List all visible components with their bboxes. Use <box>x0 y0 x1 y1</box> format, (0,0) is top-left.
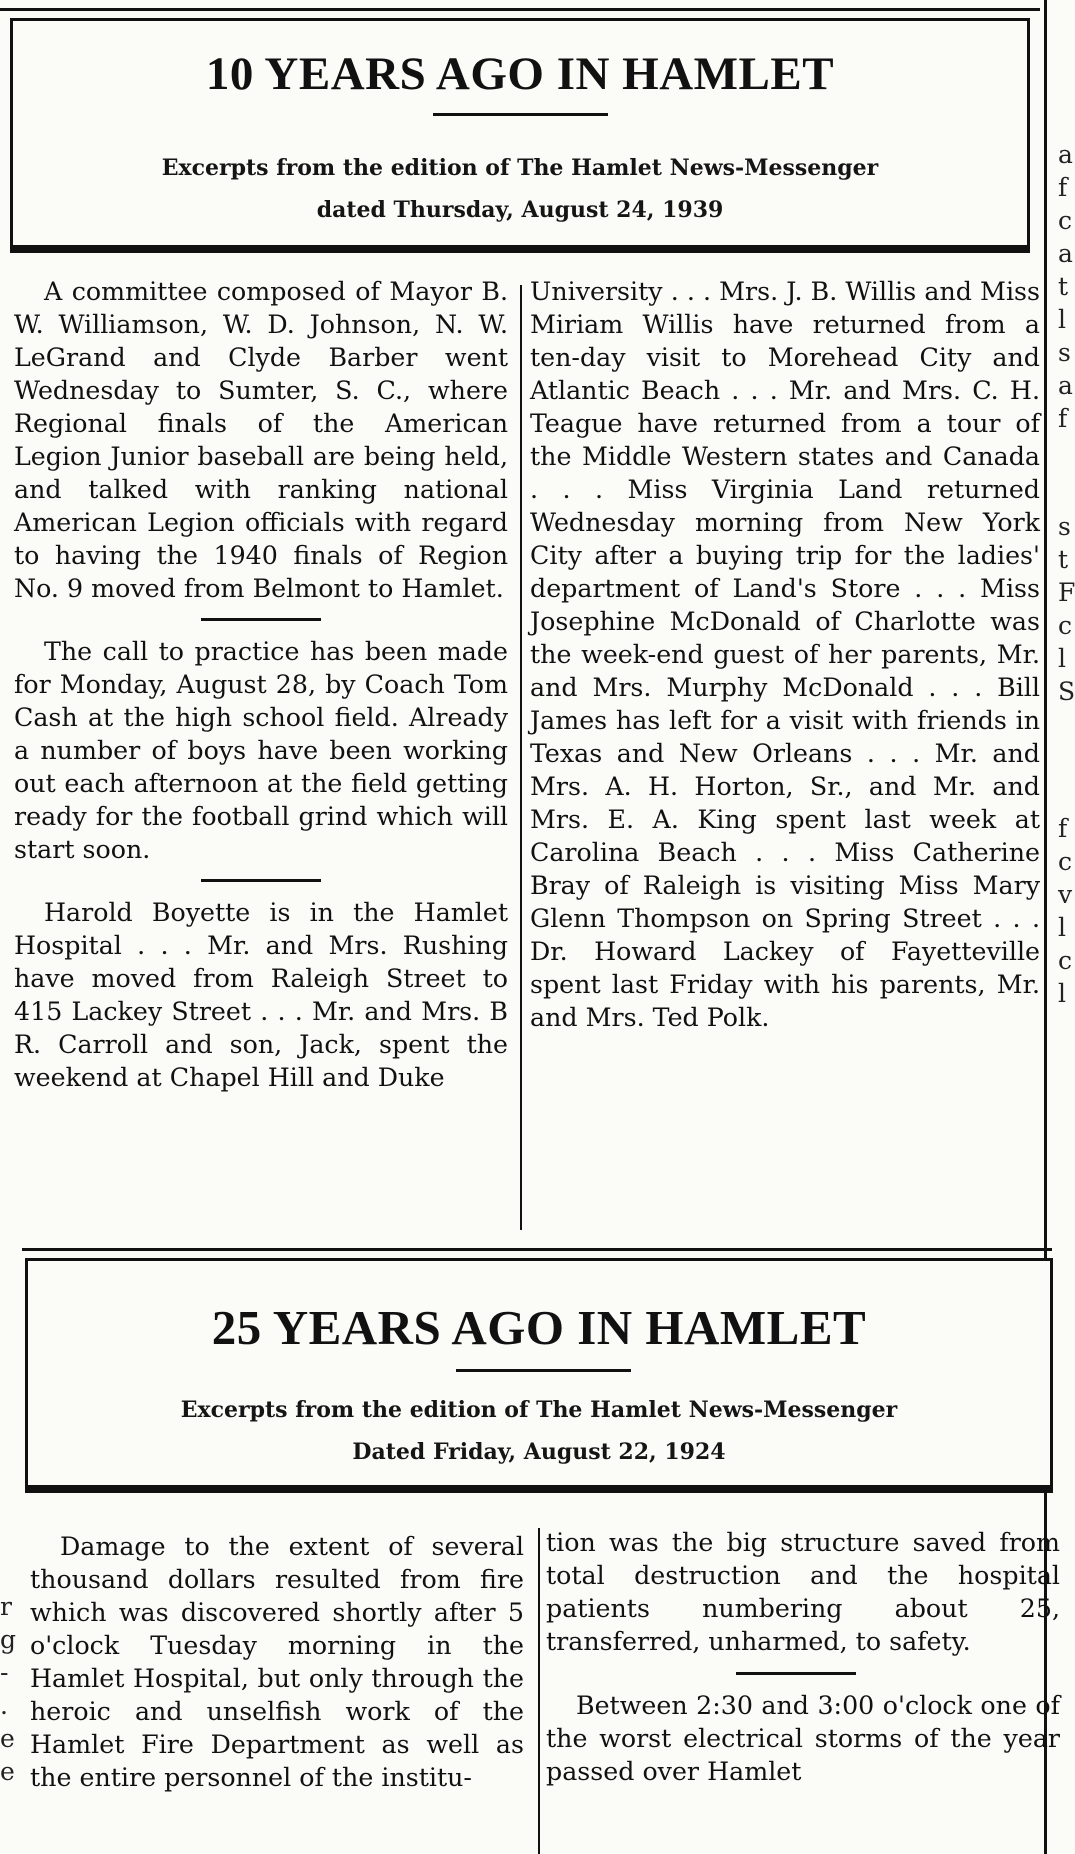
section1-column-left <box>14 275 508 1094</box>
article-paragraph: The call to practice has been made for Monday, August 28, by Coach Tom Cash at the high school field. Already a number of boys have been working out each afternoon at the field getting ready for the football grind which will start soon. <box>14 637 508 864</box>
article-separator <box>201 618 321 621</box>
article-paragraph: Harold Boyette is in the Hamlet Hospital . . . Mr. and Mrs. Rushing have moved from Raleigh Street to 415 Lackey Street . . . Mr. and Mrs. B R. Carroll and son, Jack, spent the weekend at Chapel Hill and Duke <box>14 898 508 1092</box>
section2-column-left <box>30 1530 524 1794</box>
top-page-rule <box>0 8 1040 11</box>
section1-subtitle-line2: dated Thursday, August 24, 1939 <box>316 197 724 223</box>
section2-header-box <box>25 1258 1053 1488</box>
section1-headline: 10 YEARS AGO IN HAMLET <box>205 48 835 100</box>
section2-subtitle-line2: Dated Friday, August 22, 1924 <box>352 1439 726 1465</box>
section1-column-right <box>530 275 1040 1034</box>
section1-box-shadow <box>10 248 1030 253</box>
section1-column-divider <box>520 285 522 1230</box>
section2-column-divider <box>538 1528 540 1854</box>
article-paragraph: Damage to the extent of several thousand dollars resulted from fire which was discovered shortly after 5 o'clock Tuesday morning in the Hamlet Hospital, but only through the heroic and unselfish work of the Hamlet Fire Department as well as the entire personnel of the institu- <box>30 1532 524 1792</box>
right-edge-fragment: a f c a t l s a f <box>1058 140 1073 433</box>
article-paragraph: University . . . Mrs. J. B. Willis and Miss Miriam Willis have returned from a ten-day visit to Morehead City and Atlantic Beach . . . Mr. and Mrs. C. H. Teague have returned from a tour of the Middle Western states and Canada . . . Miss Virginia Land returned Wednesday morning from New York City after a buying trip for the ladies' department of Land's Store . . . Miss Josephine McDonald of Charlotte was the week-end guest of her parents, Mr. and Mrs. Murphy McDonald . . . Bill James has left for a visit with friends in Texas and New Orleans . . . Mr. and Mrs. A. H. Horton, Sr., and Mr. and Mrs. E. A. King spent last week at Carolina Beach . . . Miss Catherine Bray of Raleigh is visiting Miss Mary Glenn Thompson on Spring Street . . . Dr. Howard Lackey of Fayetteville spent last Friday with his parents, Mr. and Mrs. Ted Polk. <box>530 277 1040 1032</box>
article-paragraph: A committee composed of Mayor B. W. Williamson, W. D. Johnson, N. W. LeGrand and Clyde Barber went Wednesday to Sumter, S. C., where Regional finals of the American Legion Junior baseball are being held, and talked with ranking national American Legion officials with regard to having the 1940 finals of Region No. 9 moved from Belmont to Hamlet. <box>14 277 508 603</box>
article-separator <box>201 879 321 882</box>
section1-subtitle-line1: Excerpts from the edition of The Hamlet News-Messenger <box>161 155 879 181</box>
left-edge-fragment: r g - . e e <box>0 1592 17 1786</box>
section2-headline: 25 YEARS AGO IN HAMLET <box>211 1300 867 1355</box>
right-edge-fragment: s t F c l S <box>1058 512 1075 706</box>
headline-divider <box>433 113 608 116</box>
section2-column-right <box>546 1526 1060 1788</box>
article-paragraph: tion was the big structure saved from total destruction and the hospital patients numbering about 25, transferred, unharmed, to safety. <box>546 1528 1060 1656</box>
section2-box-shadow <box>25 1488 1053 1493</box>
section1-header-box <box>10 18 1030 248</box>
section2-subtitle-line1: Excerpts from the edition of The Hamlet News-Messenger <box>180 1397 898 1423</box>
right-edge-fragment: f c v l c l <box>1058 814 1073 1008</box>
article-separator <box>736 1672 856 1675</box>
article-paragraph: Between 2:30 and 3:00 o'clock one of the worst electrical storms of the year passed over Hamlet <box>546 1691 1060 1786</box>
section2-top-rule <box>22 1248 1052 1251</box>
headline-divider <box>456 1369 631 1372</box>
